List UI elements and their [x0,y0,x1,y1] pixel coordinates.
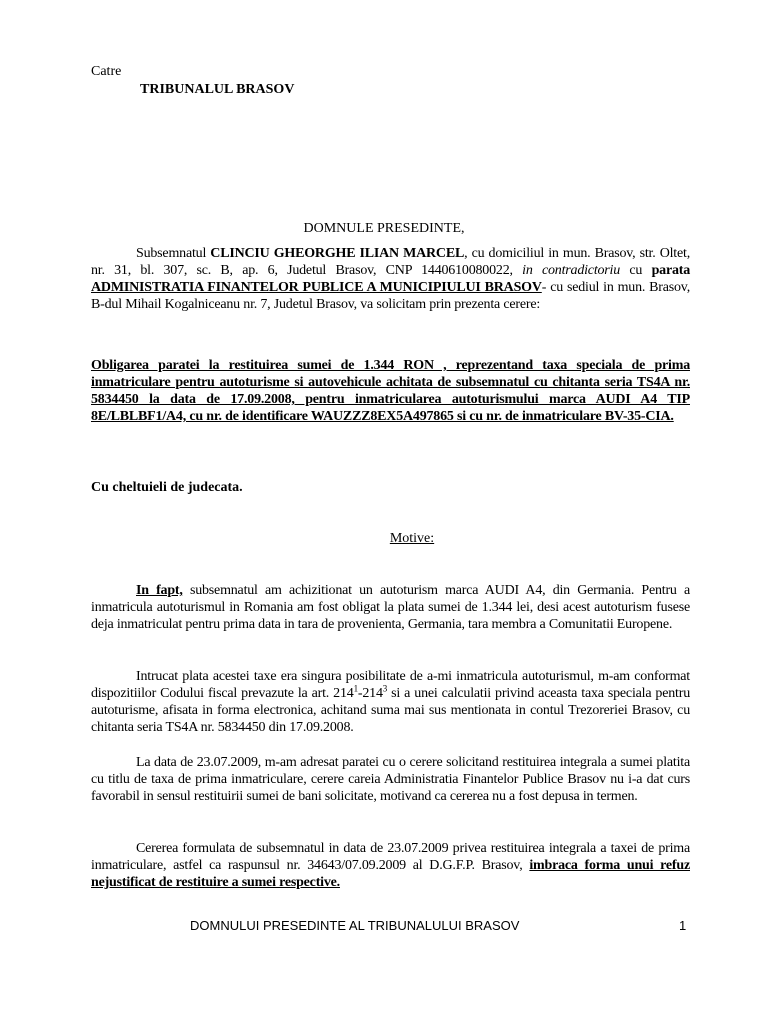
intro-text-1: Subsemnatul [136,246,211,261]
addressee-label: Catre [91,64,122,79]
intro-text-3: cu [620,263,652,278]
page-number: 1 [679,918,687,933]
intro-text-2: , cu domiciliul in mun. Brasov, str. Oltet, nr. 31, bl. 307, sc. B, ap. 6, Judetul Brasov, CNP 1440610080022, [91,246,690,278]
superscript-1: 1 [353,683,358,694]
motives-heading: Motive: [389,531,435,546]
payment-paragraph [91,668,690,736]
court-name: TRIBUNALUL BRASOV [140,82,295,97]
refusal-text: Cererea formulata de subsemnatul in data de 23.07.2009 privea restituirea integrala a taxei de prima inmatriculare, astfel ca raspunsul nr. 34643/07.09.2009 al D.G.F.P. Brasov, [91,841,690,873]
request-paragraph: Obligarea paratei la restituirea sumei de 1.344 RON , reprezentand taxa speciala de prima inmatriculare pentru autoturisme si autovehicule achitata de subsemnatul cu chitanta seria TS4A nr. 5834450 la data de 17.09.2008, pentru inmatricularea autoturismului marca AUDI A4 TIP 8E/LBLBF1/A4, cu nr. de identificare WAUZZZ8EX5A497865 si cu nr. de inmatriculare BV-35-CIA. [91,358,690,424]
refusal-paragraph [91,840,690,891]
payment-text-b: -214 [357,686,383,701]
payment-text-c: si a unei calculatii privind aceasta taxa speciala pentru autoturisme, afisata in forma electronica, achitand suma mai sus mentionata in contul Trezoreriei Brasov, cu chitanta seria TS4A nr. 5834450 din 17.09.2008. [91,686,691,735]
fact-text: subsemnatul am achizitionat un autoturism marca AUDI A4, din Germania. Pentru a inmatricula autoturismul in Romania am fost obligat la plata sumei de 1.344 lei, desi acest autoturism fusese deja inmatriculat pentru prima data in tara de provenienta, Germania, tara membra a Comunitatii Europene. [91,583,690,632]
fact-paragraph [91,582,690,633]
in-fapt-lead: In fapt, [136,583,183,598]
defendant-institution: ADMINISTRATIA FINANTELOR PUBLICE A MUNICIPIULUI BRASOV [91,280,542,295]
costs-line: Cu cheltuieli de judecata. [91,480,243,495]
intro-paragraph [91,245,690,313]
superscript-3: 3 [382,683,388,694]
payment-text-a: Intrucat plata acestei taxe era singura posibilitate de a-mi inmatricula autoturismul, m-am conformat dispozitiilor Codului fiscal prevazute la art. 214 [91,669,690,701]
footer-title: DOMNULUI PRESEDINTE AL TRIBUNALULUI BRASOV [190,918,520,933]
contradictoriu-text: in contradictoriu [522,263,621,278]
intro-text-5: - cu sediul in mun. Brasov, B-dul Mihail Kogalniceanu nr. 7, Judetul Brasov, va solicitam prin prezenta cerere: [91,280,690,312]
parata-label: parata [651,263,691,278]
petitioner-name: CLINCIU GHEORGHE ILIAN MARCEL [210,246,465,261]
request-date-paragraph: La data de 23.07.2009, m-am adresat paratei cu o cerere solicitand restituirea integrala a sumei platita cu titlu de taxa de prima inmatriculare, cerere careia Administratia Finantelor Publice Brasov nu i-a dat curs favorabil in sensul restituirii sumei de bani solicitate, motivand ca cererea nu a fost depusa in termen. [91,755,690,804]
salutation: DOMNULE PRESEDINTE, [303,221,465,236]
refusal-emphasis: imbraca forma unui refuz nejustificat de restituire a sumei respective. [91,858,690,890]
